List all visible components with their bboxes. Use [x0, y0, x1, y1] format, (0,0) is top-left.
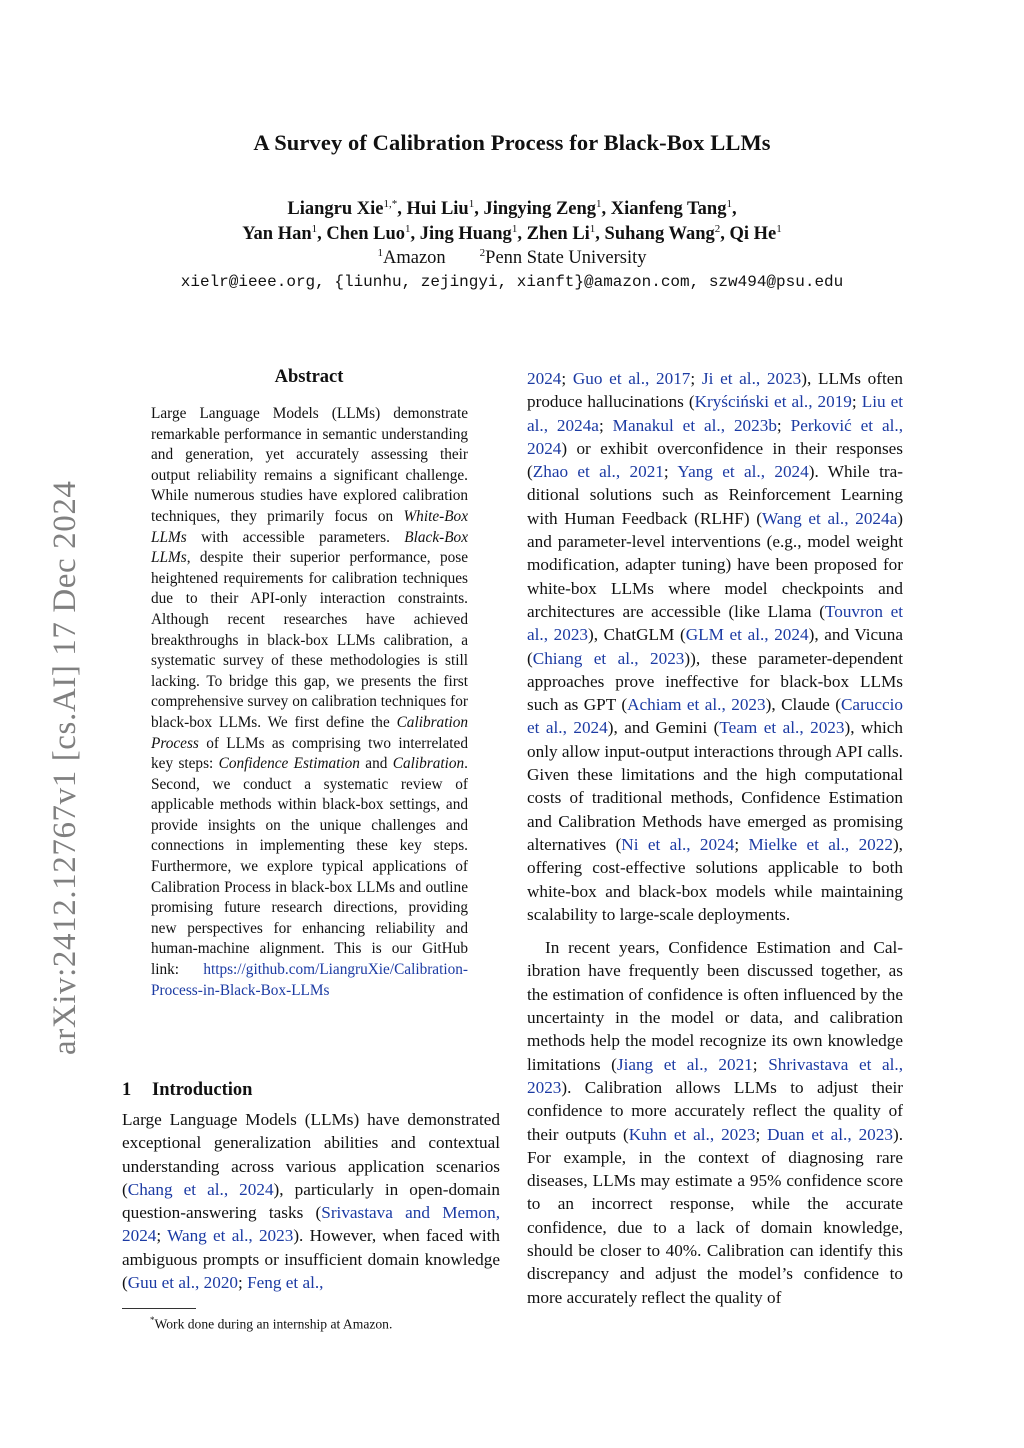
text-run: ), particularly in open-domain question-answering tasks ( — [122, 1179, 500, 1223]
text-run: ). Calibration allows LLMs to adjust their confidence to more accurately reflect the quality of their outputs ( — [527, 1077, 903, 1144]
footnote — [150, 1311, 490, 1334]
author: Jing Huang$^1$, — [419, 223, 527, 245]
text-run: ), and Gemini ( — [607, 718, 720, 738]
citation-link[interactable]: Yang et al., 2024 — [677, 462, 809, 482]
section-title: Introduction — [152, 1080, 253, 1100]
text-run: ), and Vicuna ( — [527, 625, 903, 668]
text-run: ; — [851, 392, 862, 412]
author: Qi He$^1$ — [729, 223, 782, 245]
author: Liangru Xie$^{1,*}$, — [287, 198, 407, 220]
citation-link[interactable]: Team et al., 2023 — [719, 718, 845, 738]
text-run: and — [359, 755, 393, 773]
text-run: ), offering cost-effective solutions applicable to both white-box and black-box models while maintaining scalability to large-scale deployments. — [527, 834, 903, 924]
author: Xianfeng Tang$^1$, — [610, 198, 737, 220]
text-run: ; — [776, 415, 791, 435]
abstract-body — [151, 404, 468, 1001]
text-run: ; — [561, 369, 573, 388]
footnote-rule — [122, 1308, 196, 1309]
text-run: ) and parameter-level interventions (e.g., model weight modification, adapter tuning) have been proposed for white-box LLMs where model checkpoints and architectures are accessible (like Llama ( — [527, 508, 903, 621]
text-run: In recent years, Confidence Estimation and Calibration have frequently been discussed together, as the estimation of confidence is often influenced by the uncertainty in the model or data, and calibration methods help the model recognize its own knowledge limitations ( — [527, 938, 903, 1074]
intro-right-column — [527, 367, 903, 1309]
affiliation: $^1$Amazon — [377, 247, 446, 269]
text-run: with accessible parameters. — [186, 528, 405, 546]
author: Hui Liu$^1$, — [406, 198, 484, 220]
text-run: ; — [752, 1054, 769, 1074]
text-run: ). For example, in the context of diagnosing rare diseases, LLMs may estimate a 95% confidence score to an incorrect response, while the accurate confidence, due to a lack of domain knowledge, should be closer to 40%. Calibration can identify this discrepancy and adjust the model’s confidence to more accurately reflect the quality of — [527, 1124, 903, 1307]
citation-link[interactable]: Kryściński et al., 2019 — [694, 392, 852, 412]
citation-link[interactable]: Mielke et al., 2022 — [748, 834, 893, 854]
text-run: Large Language Models (LLMs) demonstrate remarkable performance in semantic understanding and generation, yet accurately assessing their output reliability remains a significant challenge. While numerous studies have explored calibration techniques, they primarily focus on — [151, 405, 468, 525]
arxiv-identifier: arXiv:2412.12767v1 [cs.AI] 17 Dec 2024 — [47, 480, 83, 1055]
author-line-1 — [0, 198, 1024, 220]
abstract-heading: Abstract — [274, 367, 344, 387]
text-run: ), ChatGLM ( — [588, 625, 686, 645]
paper-title: A Survey of Calibration Process for Black-Box LLMs — [253, 130, 771, 155]
author: Chen Luo$^1$, — [326, 223, 420, 245]
text-run: ; — [598, 415, 613, 435]
citation-link[interactable]: Kuhn et al., 2023 — [628, 1124, 756, 1144]
intro-paragraph — [122, 1108, 500, 1294]
text-run: ), LLMs often produce hallucinations ( — [527, 369, 903, 412]
citation-link[interactable]: Feng et al., — [247, 1273, 324, 1293]
emphasis: White-Box LLMs — [151, 507, 468, 546]
footnote-text: Work done during an internship at Amazon. — [154, 1316, 393, 1332]
citation-link[interactable]: Liu et al., 2024a — [527, 392, 903, 435]
citation-link[interactable]: Wang et al., 2023 — [167, 1226, 294, 1246]
text-run: ) or exhibit overconfidence in their responses ( — [527, 438, 903, 482]
intro-paragraph — [527, 367, 903, 926]
citation-link[interactable]: Perković et al., 2024 — [527, 415, 904, 458]
text-run: ), Claude ( — [765, 695, 841, 715]
text-run: ). While traditional solutions such as Reinforcement Learning with Human Feedback (RLHF) ( — [527, 462, 904, 528]
citation-link[interactable]: Ni et al., 2024 — [621, 834, 735, 854]
text-run: ), which only allow input-output interactions through API calls. Given these limitations and the high computational costs of traditional methods, Confidence Estimation and Calibration Methods have emerged as promising alternatives ( — [527, 718, 903, 854]
author: Jingying Zeng$^1$, — [483, 198, 611, 220]
text-run: ; — [755, 1124, 768, 1144]
emphasis: Black-Box LLMs — [151, 528, 468, 567]
citation-link[interactable]: Ji et al., 2023 — [701, 369, 802, 388]
section-heading-introduction — [122, 1080, 502, 1101]
emphasis: Calibration Process — [151, 713, 468, 752]
citation-link[interactable]: Jiang et al., 2021 — [616, 1054, 753, 1074]
citation-link[interactable]: Srivastava and Memon, 2024 — [122, 1203, 500, 1246]
author-emails: xielr@ieee.org, {liunhu, zejingyi, xianft}@amazon.com, szw494@psu.edu — [180, 273, 844, 291]
author: Suhang Wang$^2$, — [604, 223, 730, 245]
author: Yan Han$^1$, — [242, 223, 327, 245]
abstract-paragraph — [151, 404, 468, 1001]
citation-link[interactable]: Chang et al., 2024 — [127, 1179, 274, 1199]
text-run: ; — [734, 834, 749, 854]
affiliation: $^2$Penn State University — [479, 247, 647, 269]
citation-link[interactable]: GLM et al., 2024 — [685, 625, 809, 645]
text-run: . Second, we conduct a systematic review of applicable methods within black-box settings, and provide insights on the unique challenges and connections in implementing these key steps. Furthermore, we explore typical applications of Calibration Process in black-box LLMs and outline promising future research directions, providing new perspectives for enhancing reliability and human-machine alignment. This is our GitHub link: — [151, 755, 468, 979]
text-run: ; — [238, 1273, 248, 1293]
intro-left-column — [122, 1108, 500, 1294]
citation-link[interactable]: Duan et al., 2023 — [767, 1124, 893, 1144]
text-run: of LLMs as comprising two interrelated key steps: — [151, 734, 468, 773]
citation-link[interactable]: Achiam et al., 2023 — [627, 695, 766, 715]
github-link[interactable]: https://github.com/LiangruXie/Calibration-Process-in-Black-Box-LLMs — [151, 961, 468, 999]
text-run: Large Language Models (LLMs) have demonstrated exceptional generalization abilities and contextual understanding across various application scenarios ( — [122, 1110, 500, 1199]
intro-paragraph — [527, 936, 903, 1309]
text-run: ). However, when faced with ambiguous prompts or insufficient domain knowledge ( — [122, 1226, 500, 1293]
author-line-2 — [0, 223, 1024, 245]
citation-link[interactable]: 2024 — [527, 369, 562, 388]
text-run: ; — [156, 1226, 168, 1246]
emphasis: Calibration — [392, 755, 465, 773]
citation-link[interactable]: Wang et al., 2024a — [762, 508, 898, 528]
author: Zhen Li$^1$, — [526, 223, 605, 245]
citation-link[interactable]: Shrivastava et al., 2023 — [527, 1054, 904, 1097]
footnote-mark: * — [150, 1315, 155, 1325]
citation-link[interactable]: Guu et al., 2020 — [127, 1273, 239, 1293]
text-run: ; — [663, 462, 678, 482]
citation-link[interactable]: Zhao et al., 2021 — [532, 462, 664, 482]
citation-link[interactable]: Manakul et al., 2023b — [612, 415, 777, 435]
section-number: 1 — [122, 1080, 132, 1100]
text-run: )), these parameter-dependent approaches prove ineffective for black-box LLMs such as GPT ( — [527, 648, 903, 715]
text-run: ; — [690, 369, 702, 388]
citation-link[interactable]: Touvron et al., 2023 — [527, 601, 903, 645]
citation-link[interactable]: Chiang et al., 2023 — [532, 648, 685, 668]
affiliations — [0, 247, 1024, 269]
citation-link[interactable]: Caruccio et al., 2024 — [527, 695, 903, 738]
emphasis: Confidence Estimation — [218, 755, 360, 773]
citation-link[interactable]: Guo et al., 2017 — [572, 369, 691, 388]
text-run: , despite their superior performance, pose heightened requirements for calibration techniques due to their API-only interaction constraints. Although recent researches have achieved breakthroughs in black-box LLMs calibration, a systematic survey of these methodologies is still lacking. To bridge this gap, we presents the first comprehensive survey on calibration techniques for black-box LLMs. We first define the — [151, 549, 468, 731]
